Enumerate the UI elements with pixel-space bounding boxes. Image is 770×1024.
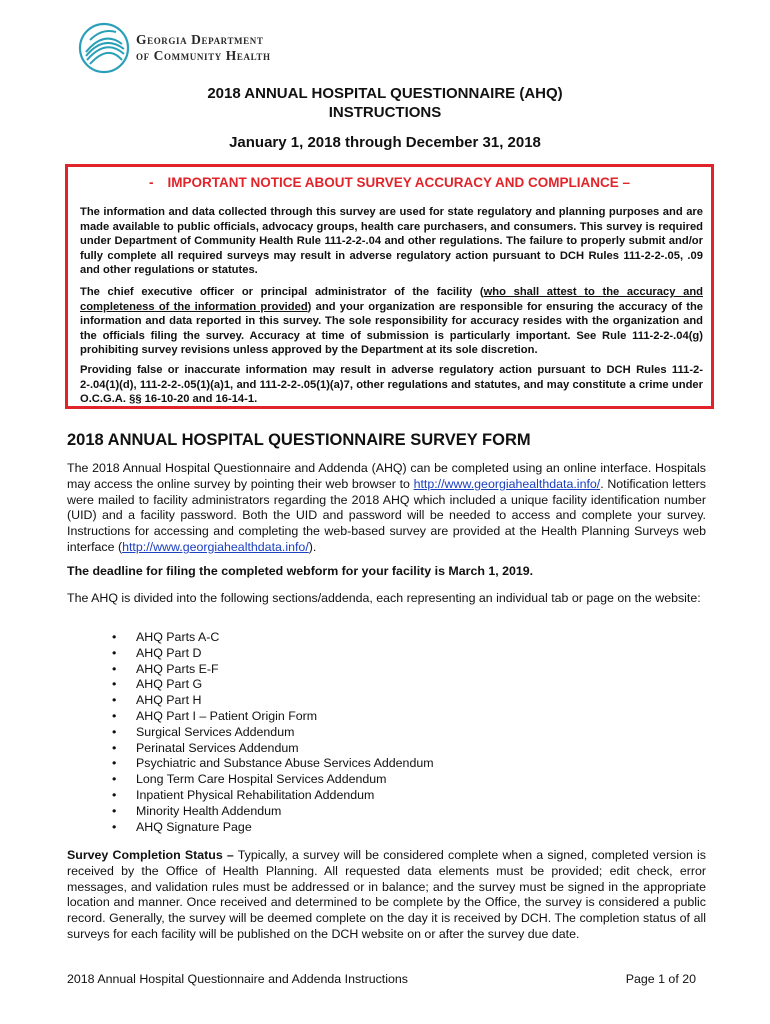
survey-form-heading: 2018 ANNUAL HOSPITAL QUESTIONNAIRE SURVEY FORM [67,431,531,449]
list-item: • Long Term Care Hospital Services Addendum [112,772,434,788]
notice-paragraph-2 [80,285,703,358]
survey-intro-paragraph [67,461,706,556]
notice-p2-underlined: who shall attest to the accuracy and completeness of the information provided [80,286,703,313]
notice-heading [68,175,711,190]
sections-list [112,630,434,835]
list-item: • AHQ Part H [112,693,434,709]
georgiahealthdata-link-2[interactable]: http://www.georgiahealthdata.info/ [122,539,309,554]
sections-intro: The AHQ is divided into the following sections/addenda, each representing an individual tab or page on the website: [67,591,701,605]
footer-doc-title: 2018 Annual Hospital Questionnaire and Addenda Instructions [67,972,408,986]
list-item: • Psychiatric and Substance Abuse Services Addendum [112,756,434,772]
logo-line-1: Georgia Department [136,32,264,47]
notice-paragraph-3: Providing false or inaccurate information may result in adverse regulatory action pursuant to DCH Rules 111-2-2-.04(1)(d), 111-2-2-.05(1)(a)1, and 111-2-2-.05(1)(a)7, other regulations and statutes, and may constitute a crime under O.C.G.A. §§ 16-10-20 and 16-14-1. [80,364,703,406]
notice-box [65,164,714,409]
list-item: • AHQ Signature Page [112,820,434,836]
list-item: • AHQ Part D [112,646,434,662]
list-item: • Surgical Services Addendum [112,725,434,741]
list-item: • AHQ Part G [112,677,434,693]
intro-part-c: ). [308,539,317,554]
notice-p2-end: ) and your organization are responsible for ensuring the accuracy of the information and data reported in this survey. The sole responsibility for accuracy resides with the organization and the officials filing the survey. Accuracy at time of submission is particularly important. See Rule 111-2-2-.04(g) prohibiting survey revisions unless approved by the Department at its sole discretion. [80,300,704,357]
list-item: • AHQ Parts A-C [112,630,434,646]
notice-paragraph-1: The information and data collected through this survey are used for state regulatory and planning purposes and are made available to public officials, advocacy groups, health care purchasers, and consumers. This survey is required under Department of Community Health Rule 111-2-2-.04 and other regulations. The failure to properly submit and/or fully complete all required surveys may result in adverse regulatory action pursuant to DCH Rules 111-2-2-.05, .09 and other regulations or statutes. [80,206,703,277]
list-item: • Inpatient Physical Rehabilitation Addendum [112,788,434,804]
list-item: • Perinatal Services Addendum [112,741,434,757]
list-item: • AHQ Part I – Patient Origin Form [112,709,434,725]
list-item: • Minority Health Addendum [112,804,434,820]
dch-logo [78,22,298,72]
notice-p2-start: The chief executive officer or principal administrator of the facility ( [80,286,484,298]
georgiahealthdata-link-1[interactable]: http://www.georgiahealthdata.info/ [413,476,601,491]
intro-part-b: . Notification letters were mailed to facility administrators regarding the 2018 AHQ which included a unique facility identification number (UID) and a facility password. Both the UID and password will be needed to access and complete your survey. Instructions for accessing and completing the web-based survey are provided at the Health Planning Surveys web interface ( [67,476,706,554]
doc-title-line-2: INSTRUCTIONS [328,104,442,121]
logo-line-2: of Community Health [136,48,271,63]
date-range: January 1, 2018 through December 31, 2018 [229,134,541,151]
page-number: Page 1 of 20 [625,972,696,986]
completion-status-label: Survey Completion Status – [67,848,234,862]
notice-heading-text: IMPORTANT NOTICE ABOUT SURVEY ACCURACY AND COMPLIANCE – [167,175,631,190]
dch-logo-emblem [78,22,130,74]
notice-dash: - [148,175,154,190]
completion-status-paragraph [67,848,706,943]
logo-text [136,32,271,64]
intro-part-a: The 2018 Annual Hospital Questionnaire and Addenda (AHQ) can be completed using an online interface. Hospitals may access the online survey by pointing their web browser to [67,461,706,491]
deadline-text: The deadline for filing the completed webform for your facility is March 1, 2019. [67,564,534,578]
completion-status-text: Typically, a survey will be considered complete when a signed, completed version is received by the Office of Health Planning. All requested data elements must be provided; edit check, error messages, and validation rules must be addressed or in balance; and the survey must be signed in the appropriate location and manner. Once received and determined to be complete by the Office, the survey is considered a public record. Generally, the survey will be deemed complete on the day it is received by DCH. The completion status of all surveys for each facility will be published on the DCH website on or after the survey due date. [67,848,706,941]
doc-title-line-1: 2018 ANNUAL HOSPITAL QUESTIONNAIRE (AHQ) [207,85,563,102]
list-item: • AHQ Parts E-F [112,662,434,678]
